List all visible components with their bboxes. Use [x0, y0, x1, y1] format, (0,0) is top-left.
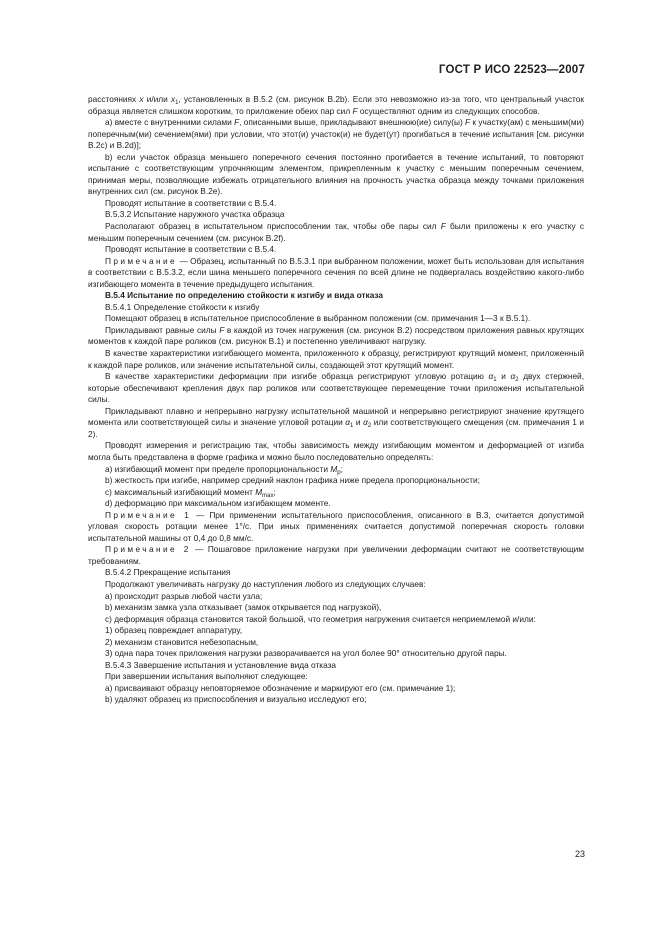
note: Примечание 2 — Пошаговое приложение нагрузки при увеличении деформации считают не соответствующим требованиям.	[88, 544, 584, 566]
subscript: max	[262, 492, 274, 499]
paragraph: Проводят испытание в соответствии с В.5.4.	[105, 244, 277, 255]
math-symbol: x	[170, 94, 176, 104]
paragraph: Проводят измерения и регистрацию так, чтобы зависимость между изгибающим моментом и деформацией от изгиба могла быть представлена в форме графика и можно было последовательно определять:	[88, 440, 584, 462]
paragraph: Помещают образец в испытательное приспособление в выбранном положении (см. примечания 1—3 к В.5.1).	[105, 313, 531, 324]
page-number: 23	[574, 849, 585, 859]
list-item: a) происходит разрыв любой части узла;	[105, 590, 263, 601]
list-item: b) если участок образца меньшего поперечного сечения постоянно прогибается в течение испытаний, то повторяют испытание с соответствующим упрочняющим элементом, прикрепленным к участку с меньшим поперечным сечением, принимая меры, позволяющие избежать отрицательного влияния на прочность участка образца между точками приложения внутренних сил (см. рисунок В.2e).	[88, 151, 584, 197]
list-item: 3) одна пара точек приложения нагрузки разворачивается на угол более 90° относительно другой пары.	[105, 648, 507, 659]
math-symbol: F	[234, 117, 240, 128]
list-item: b) механизм замка узла отказывает (замок открывается под нагрузкой),	[105, 602, 382, 613]
math-symbol: M	[330, 463, 338, 474]
paragraph: В качестве характеристики деформации при изгибе образца регистрируют угловую ротацию $\alpha_1$ и $\alpha_2$ двух стержней, которые обеспечивают крепления двух пар роликов или соответствующее перемещение точки приложения испытательной силы.	[88, 371, 584, 405]
subscript: 2	[367, 423, 372, 430]
note: Примечание 1 — При применении испытательного приспособления, описанного в В.3, считается допустимой угловая скорость ротации менее 1°/с. При иных применениях считается допустимой поперечная скорость головки испытательной машины от 0,4 до 0,8 мм/с.	[88, 509, 584, 543]
subscript: 1	[350, 423, 354, 430]
list-item: a) присваивают образцу неповторяемое обозначение и маркируют его (см. примечание 1);	[105, 682, 456, 693]
paragraph: Продолжают увеличивать нагрузку до наступления любого из следующих случаев:	[105, 578, 426, 589]
list-item: b) удаляют образец из приспособления и визуально исследуют его;	[105, 694, 367, 705]
math-symbol: α	[363, 417, 368, 428]
document-body	[88, 94, 584, 706]
list-item: c) максимальный изгибающий момент $M_{max}$;	[105, 486, 276, 499]
list-item: c) деформация образца становится такой большой, что геометрия нагружения считается неприемлемой и/или:	[105, 613, 536, 624]
list-item: 1) образец повреждает аппаратуру,	[105, 625, 243, 636]
bold-heading: В.5.4 Испытание по определению стойкости к изгибу и вида отказа	[105, 290, 384, 301]
subscript: 1	[175, 100, 179, 106]
section-heading: В.5.4.3 Завершение испытания и установление вида отказа	[105, 659, 337, 670]
list-item: d) деформацию при максимальном изгибающем моменте.	[105, 498, 331, 509]
section-heading: В.5.4.2 Прекращение испытания	[105, 567, 231, 578]
math-symbol: α	[345, 417, 351, 428]
math-symbol: x	[139, 94, 144, 104]
paragraph: Располагают образец в испытательном приспособлении так, чтобы обе пары сил F были приложены к его участку с меньшим поперечным сечением (см. рисунок В.2f).	[88, 221, 585, 243]
math-symbol: α	[488, 371, 494, 382]
math-symbol: M	[255, 486, 263, 497]
document-header: ГОСТ Р ИСО 22523—2007	[438, 64, 585, 76]
paragraph: расстояниях x и/или $x_1$, установленных в В.5.2 (см. рисунок В.2b). Если это невозможно из-за того, что центральный участок образца является слишком коротким, то приложение обеих пар сил F осуществляют одним из следующих способов.	[88, 94, 584, 116]
math-symbol: F	[219, 324, 225, 335]
paragraph: Прикладывают плавно и непрерывно нагрузку испытательной машиной и непрерывно регистрируют значение крутящего момента или соответствующей силы и значение угловой ротации $\alpha_1$ и $\alpha_2$ или соответствующего смещения (см. примечания 1 и 2).	[88, 405, 585, 439]
list-item: 2) механизм становится небезопасным,	[105, 636, 259, 647]
list-item: b) жесткость при изгибе, например средний наклон графика ниже предела пропорциональности;	[105, 475, 480, 486]
note-label: Примечание 2	[105, 544, 191, 555]
section-heading: В.5.4.1 Определение стойкости к изгибу	[105, 301, 260, 312]
math-symbol: F	[465, 117, 471, 128]
section-heading	[88, 290, 584, 302]
note: Примечание — Образец, испытанный по В.5.3.1 при выбранном положении, может быть использован для испытания в соответствии с В.5.3.2, если шина меньшего поперечного сечения по всей длине не подвергалась воздействию какого-либо изгибающего момента в течение предыдущего испытания.	[88, 255, 584, 289]
note-label: Примечание	[105, 255, 178, 266]
math-symbol: F	[352, 105, 358, 116]
paragraph: Проводят испытание в соответствии с В.5.4.	[105, 197, 277, 208]
list-item: а) вместе с внутренними силами F, описанными выше, прикладывают внешнюю(ие) силу(ы) F к участку(ам) с меньшим(ми) поперечным(ми) сечением(ями) при условии, что этот(и) участок(и) не будет(ут) прогибаться в течение испытания [см. рисунки В.2c) и В.2d)];	[88, 117, 584, 151]
list-item: a) изгибающий момент при пределе пропорциональности $M_p$;	[105, 463, 343, 476]
section-heading: В.5.3.2 Испытание наружного участка образца	[105, 209, 285, 220]
math-symbol: α	[510, 371, 516, 382]
math-symbol: F	[440, 221, 446, 232]
note-label: Примечание 1	[105, 509, 192, 520]
subscript: 1	[493, 377, 497, 384]
paragraph: Прикладывают равные силы F в каждой из точек нагружения (см. рисунок В.2) посредством приложения равных крутящих моментов к каждой паре роликов (см. рисунок В.1) и постепенно увеличивают нагрузку.	[88, 324, 584, 347]
paragraph: При завершении испытания выполняют следующее:	[105, 671, 308, 682]
subscript: p	[337, 469, 341, 476]
subscript: 2	[515, 377, 519, 384]
paragraph: В качестве характеристики изгибающего момента, приложенного к образцу, регистрируют крутящий момент, приложенный к каждой паре роликов, или значение испытательной силы, создающей этот крутящий момент.	[88, 348, 584, 370]
